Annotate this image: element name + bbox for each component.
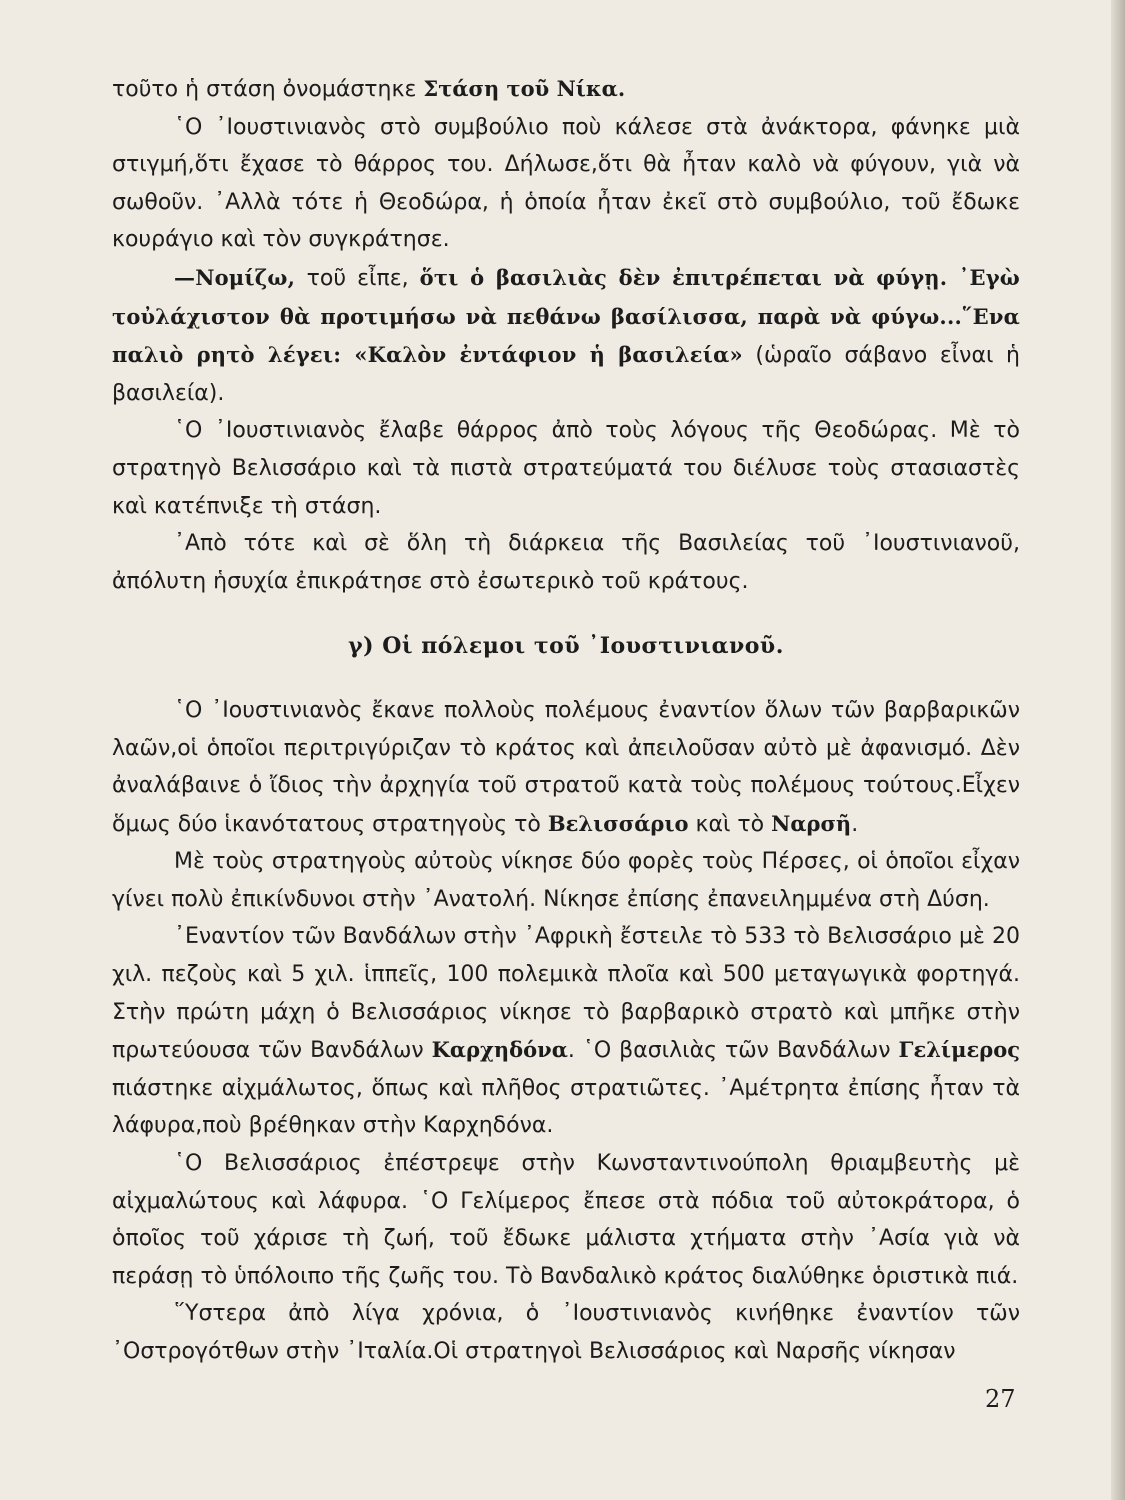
quoted-speech: ὅτι ὁ βασιλιὰς δὲν ἐπιτρέπεται νὰ φύγῃ. ᾿Εγὼ τοὐλάχιστον θὰ προτιμήσω νὰ πεθάνω βασίλισσα, παρὰ νὰ φύγω...῞Ενα παλιὸ ρητὸ λέγει: «Καλὸν ἐντάφιον ἡ βασιλεία» xyxy=(112,264,1020,368)
text-run: . xyxy=(851,811,859,837)
paragraph xyxy=(112,412,1020,525)
paragraph xyxy=(112,918,1020,1145)
paragraph xyxy=(112,1145,1020,1295)
paragraph xyxy=(112,843,1020,918)
bold-term: Καρχηδόνα xyxy=(431,1037,568,1063)
bold-term: Ναρσῆ xyxy=(771,810,852,836)
text-run: καὶ τὸ xyxy=(688,811,772,837)
paragraph xyxy=(112,692,1020,843)
section-heading: γ) Οἱ πόλεμοι τοῦ ᾿Ιουστινιανοῦ. xyxy=(348,633,784,660)
paragraph xyxy=(112,109,1020,259)
text-run: ᾿Απὸ τότε καὶ σὲ ὅλη τὴ διάρκεια τῆς Βασιλείας τοῦ ᾿Ιουστινιανοῦ, ἀπόλυτη ἡσυχία ἐπικράτησε στὸ ἐσωτερικὸ τοῦ κράτους. xyxy=(112,531,1020,594)
paragraph xyxy=(112,525,1020,600)
bold-term: Βελισσάριο xyxy=(547,810,689,836)
page-binding-edge xyxy=(1111,0,1125,1500)
text-run: ῾Ο ᾿Ιουστινιανὸς στὸ συμβούλιο ποὺ κάλεσε στὰ ἀνάκτορα, φάνηκε μιὰ στιγμή,ὅτι ἔχασε τὸ θάρρος του. Δήλωσε,ὅτι θὰ ἦταν καλὸ νὰ φύγουν, γιὰ νὰ σωθοῦν. ᾿Αλλὰ τότε ἡ Θεοδώρα, ἡ ὁποία ἦταν ἐκεῖ στὸ συμβούλιο, τοῦ ἔδωκε κουράγιο καὶ τὸν συγκράτησε. xyxy=(112,114,1020,253)
text-run: ῞Υστερα ἀπὸ λίγα χρόνια, ὁ ᾿Ιουστινιανὸς κινήθηκε ἐναντίον τῶν ᾿Οστρογότθων στὴν ᾿Ιταλία.Οἱ στρατηγοὶ Βελισσάριος καὶ Ναρσῆς νίκησαν xyxy=(112,1301,1020,1364)
text-run: (ὡραῖο σάβανο εἶναι ἡ βασιλεία). xyxy=(112,343,1020,406)
page-number: 27 xyxy=(985,1385,1016,1413)
quoted-speech: —Νομίζω, xyxy=(174,264,307,290)
bold-term: Στάση τοῦ Νίκα. xyxy=(423,76,626,101)
text-run: πιάστηκε αἰχμάλωτος, ὅπως καὶ πλῆθος στρατιῶτες. ᾿Αμέτρητα ἐπίσης ἦταν τὰ λάφυρα,ποὺ βρέθηκαν στὴν Καρχηδόνα. xyxy=(112,1075,1020,1139)
text-run: Μὲ τοὺς στρατηγοὺς αὐτοὺς νίκησε δύο φορὲς τοὺς Πέρσες, οἱ ὁποῖοι εἶχαν γίνει πολὺ ἐπικίνδυνοι στὴν ᾿Ανατολή. Νίκησε ἐπίσης ἐπανειλημμένα στὴ Δύση. xyxy=(112,849,1020,912)
text-run: . ῾Ο βασιλιὰς τῶν Βανδάλων xyxy=(567,1038,899,1064)
text-run: ῾Ο Βελισσάριος ἐπέστρεψε στὴν Κωνσταντινούπολη θριαμβευτὴς μὲ αἰχμαλώτους καὶ λάφυρα. ῾Ο Γελίμερος ἔπεσε στὰ πόδια τοῦ αὐτοκράτορα, ὁ ὁποῖος τοῦ χάρισε τὴ ζωή, τοῦ ἔδωκε μάλιστα χτήματα στὴν ᾿Ασία γιὰ νὰ περάσῃ τὸ ὑπόλοιπο τῆς ζωῆς του. Τὸ Βανδαλικὸ κράτος διαλύθηκε ὁριστικὰ πιά. xyxy=(112,1151,1020,1289)
text-run: τοῦτο ἡ στάση ὀνομάστηκε xyxy=(112,77,424,102)
text-run: ῾Ο ᾿Ιουστινιανὸς ἔκανε πολλοὺς πολέμους ἐναντίον ὅλων τῶν βαρβαρικῶν λαῶν,οἱ ὁποῖοι περιτριγύριζαν τὸ κράτος καὶ ἀπειλοῦσαν αὐτὸ μὲ ἀφανισμό. Δὲν ἀναλάβαινε ὁ ἴδιος τὴν ἀρχηγία τοῦ στρατοῦ κατὰ τοὺς πολέμους τούτους.Εἶχεν ὅμως δύο ἱκανότατους στρατηγοὺς τὸ xyxy=(112,697,1020,837)
paragraph xyxy=(112,70,1020,109)
bold-term: Γελίμερος xyxy=(898,1037,1020,1063)
paragraph xyxy=(112,1295,1020,1370)
text-run: ῾Ο ᾿Ιουστινιανὸς ἔλαβε θάρρος ἀπὸ τοὺς λόγους τῆς Θεοδώρας. Μὲ τὸ στρατηγὸ Βελισσάριο καὶ τὰ πιστὰ στρατεύματά του διέλυσε τοὺς στασιαστὲς καὶ κατέπνιξε τὴ στάση. xyxy=(112,418,1020,519)
text-run: τοῦ εἶπε, xyxy=(306,265,420,291)
page-text xyxy=(112,70,1020,1371)
text-run: ᾿Εναντίον τῶν Βανδάλων στὴν ᾿Αφρικὴ ἔστειλε τὸ 533 τὸ Βελισσάριο μὲ 20 χιλ. πεζοὺς καὶ 5 χιλ. ἱππεῖς, 100 πολεμικὰ πλοῖα καὶ 500 μεταγωγικὰ φορτηγά. Στὴν πρώτη μάχη ὁ Βελισσάριος νίκησε τὸ βαρβαρικὸ στρατὸ καὶ μπῆκε στὴν πρωτεύουσα τῶν Βανδάλων xyxy=(112,924,1020,1064)
paragraph xyxy=(112,259,1020,412)
